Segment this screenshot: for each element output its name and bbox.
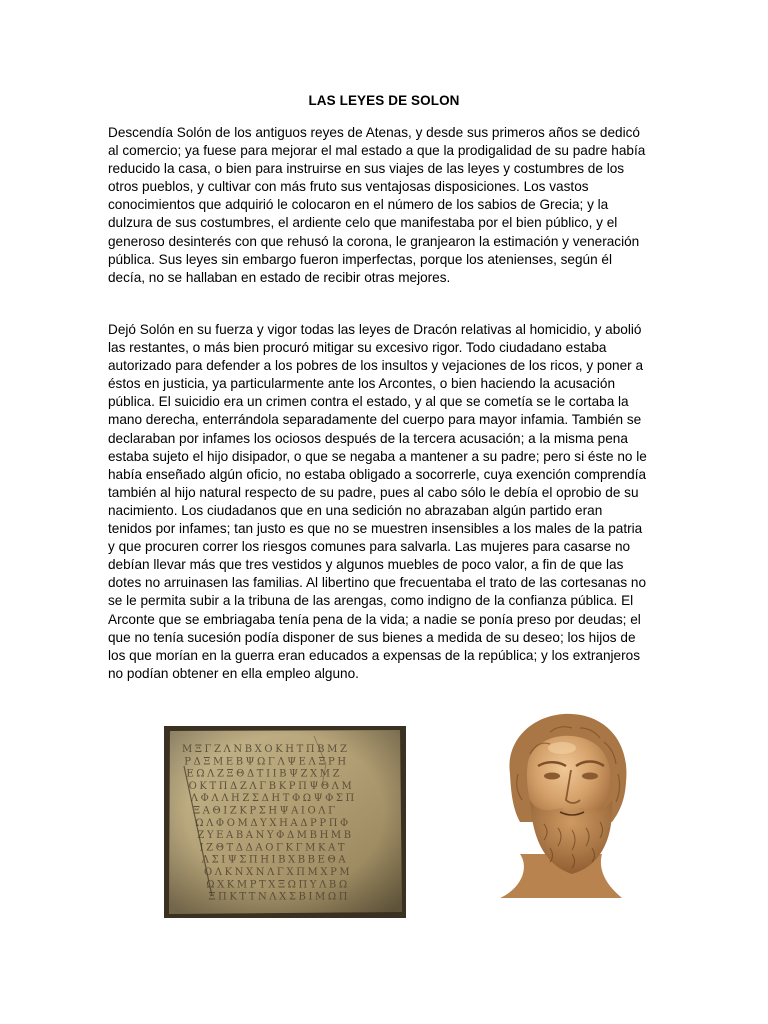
paragraph-line: que no tenía sucesión podía disponer de sus bienes a medida de su deseo; los hijos de xyxy=(108,629,636,645)
paragraph-line: autorizado para defender a los pobres de los insultos y vejaciones de los ricos, y poner a xyxy=(108,358,644,374)
paragraph-line: se le permita subir a la tribuna de las arengas, como indigno de la confianza pública. El xyxy=(108,593,634,609)
paragraph-line: pública. Sus leyes sin embargo fueron imperfectas, porque los atenienses, según él xyxy=(108,251,613,267)
paragraph-line: declaraban por infames los ociosos después de la tercera acusación; a la misma pena xyxy=(108,430,628,446)
paragraph-line: reducido la casa, o bien para instruirse en sus viajes de las leyes y costumbres de los xyxy=(108,161,625,177)
paragraph-line: Descendía Solón de los antiguos reyes de Atenas, y desde sus primeros años se dedicó xyxy=(108,125,640,140)
paragraph-line: Dejó Solón en su fuerza y vigor todas las leyes de Dracón relativas al homicidio, y abolió xyxy=(108,322,642,337)
tablet-engraving-row: ΟΚΤΠΔΖΛΓΒΚΡΠΨΘΛΜ xyxy=(188,780,355,792)
tablet-engraving-row: ΙΖΘΤΔΔΑΟΓΚΓΜΚΑΤ xyxy=(199,842,348,854)
paragraph-line: decía, no se hallaban en estado de recibir otras mejores. xyxy=(108,269,451,285)
tablet-engraving-row: ΛΣΙΨΣΠΗΙΒΧΒΒΕΘΑ xyxy=(201,854,349,866)
solon-bust-image xyxy=(480,704,642,898)
tablet-engraving-row: ΛΦΛΛΗΖΣΔΗΤΦΩΨΦΣΠ xyxy=(190,793,357,805)
paragraph-line: conocimientos que adquirió le colocaron en el número de los sabios de Grecia; y la xyxy=(108,197,609,213)
paragraph-line: otros pueblos, y cultivar con más fruto sus ventajosas disposiciones. Los vastos xyxy=(108,179,589,195)
tablet-engraving-row: ΞΠΚΤΤΝΛΧΣΒΙΜΩΠ xyxy=(208,891,351,903)
paragraph-line: estaba sujeto el hijo disipador, o que se negaba a mantener a su padre; pero si éste no le xyxy=(108,448,647,464)
tablet-engraving-row: ΖΥΕΑΒΑΝΥΦΔΜΒΗΜΒ xyxy=(197,830,354,842)
paragraph-1 xyxy=(108,124,668,287)
paragraph-line: también al hijo natural respecto de su padre, pues al cabo sólo le debía el oprobio de su xyxy=(108,484,639,500)
paragraph-line: había enseñado algún oficio, no estaba obligado a socorrerle, cuya exención comprendía xyxy=(108,466,647,482)
paragraph-line: y que procuren correr los riesgos comunes para salvarla. Las mujeres para casarse no xyxy=(108,539,631,555)
tablet-engraving-row: ΩΧΚΜΡΤΧΞΩΠΥΛΒΩ xyxy=(206,879,350,891)
document-title: LAS LEYES DE SOLON xyxy=(308,93,460,108)
paragraph-line: dotes no arruinasen las familias. Al libertino que frecuentaba el trato de las cortesanas no xyxy=(108,575,647,591)
paragraph-line: mano derecha, enterrándola separadamente del cuerpo para mayor infamia. También se xyxy=(108,412,642,428)
paragraph-line: éstos en justicia, ya particularmente ante los Arcontes, o bien haciendo la acusación xyxy=(108,376,616,392)
paragraph-line: al comercio; ya fuese para mejorar el mal estado a que la prodigalidad de su padre había xyxy=(108,143,646,159)
paragraph-line: nacimiento. Los ciudadanos que en una sedición no abrazaban algún partido eran xyxy=(108,502,603,518)
paragraph-line: las restantes, o más bien procuró mitigar su excesivo rigor. Todo ciudadano estaba xyxy=(108,340,607,356)
paragraph-line: generoso desinterés con que rehusó la corona, le granjearon la estimación y veneración xyxy=(108,233,640,249)
paragraph-line: pública. El suicidio era un crimen contra el estado, y al que se cometía se le cortaba la xyxy=(108,394,629,410)
tablet-engraving-row: ΩΛΦΟΜΔΥΧΗΑΔΡΡΠΦ xyxy=(195,817,351,829)
paragraph-line: Arconte que se embriagaba tenía pena de la vida; a nadie se ponía preso por deudas; el xyxy=(108,611,641,627)
tablet-engraving-row: ΡΔΞΜΕΒΨΩΓΛΨΕΛΞΡΗ xyxy=(184,756,349,768)
paragraph-line: tenidos por infames; tan justo es que no se muestren insensibles a los males de la patria xyxy=(108,521,643,537)
tablet-engraving-row: ΞΑΘΙΖΚΡΣΗΨΑΙΟΛΓ xyxy=(193,805,338,817)
paragraph-line: los que morían en la guerra eran educados a expensas de la república; y los extranjeros xyxy=(108,647,640,663)
paragraph-line: no podían obtener en ella empleo alguno. xyxy=(108,665,359,681)
tablet-engraving-row: ΜΞΓΖΛΝΒΧΟΚΗΤΠΒΜΖ xyxy=(182,744,350,755)
tablet-engraving-row: ΟΛΚΝΧΝΛΓΧΠΜΧΡΜ xyxy=(204,867,353,878)
paragraph-line: debían llevar más que tres vestidos y algunos muebles de poco valor, a fin de que las xyxy=(108,557,624,573)
paragraph-2 xyxy=(108,321,668,683)
inscription-tablet-image xyxy=(164,726,406,918)
tablet-engraving-row: ΕΩΛΖΞΘΔΤΙΙΒΨΖΧΜΖ xyxy=(186,768,343,780)
paragraph-line: dulzura de sus costumbres, el ardiente celo que manifestaba por el bien público, y el xyxy=(108,215,618,231)
